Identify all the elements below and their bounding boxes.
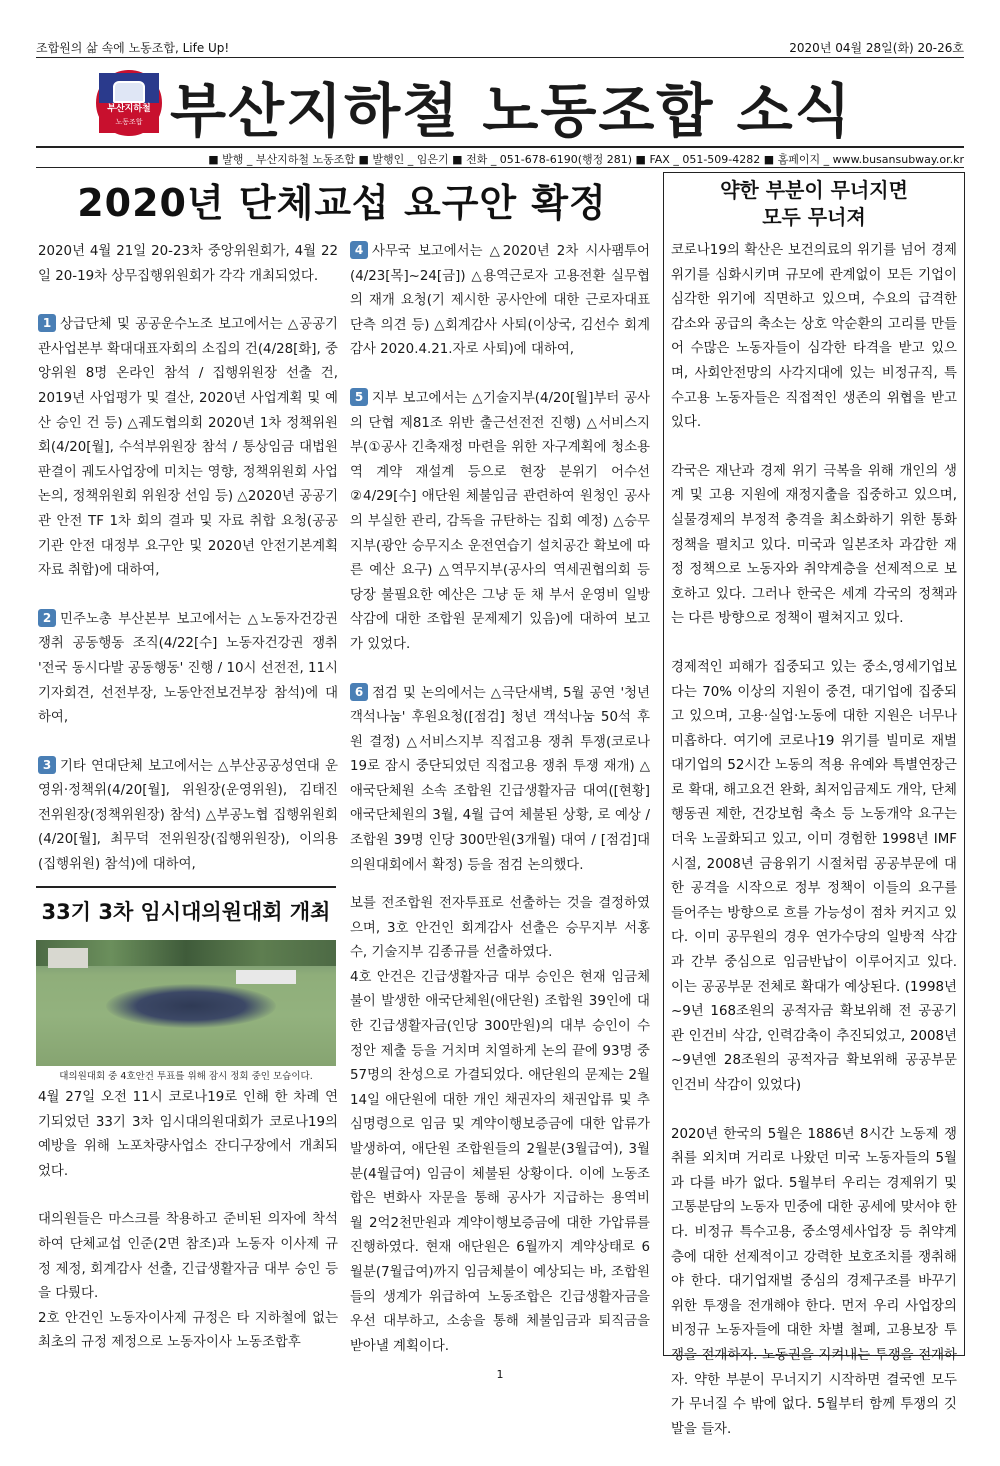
number-badge: 1 [38,314,56,332]
number-badge: 5 [350,388,368,406]
issue-date: 2020년 04월 28일(화) 20-26호 [789,41,964,55]
masthead [36,60,964,145]
sidebar-paragraph: 각국은 재난과 경제 위기 극복을 위해 개인의 생계 및 고용 지원에 재정지출을 집중하고 있으며, 실물경제의 부정적 충격을 최소화하기 위한 통화정책을 펼치고 있다. 미국과 일본조차 과감한 재정 정책으로 노동자와 취약계층을 선제적으로 보호하고 있다. 그러나 한국은 세계 각국의 정책과는 다른 방향으로 정책이 펼쳐지고 있다. [671,463,957,627]
section-divider [36,886,336,888]
union-logo-icon [96,70,162,136]
sub-article-right-column [350,892,650,1359]
sub-paragraph: 보를 전조합원 전자투표로 선출하는 것을 결정하였으며, 3호 안건인 회계감사 선출은 승무지부 서홍수, 기술지부 김종규를 선출하였다. [350,896,650,961]
sidebar-title-line: 약한 부분이 무너지면 [720,178,908,202]
item-text: 기타 연대단체 보고에서는 △부산공공성연대 운영위·정책위(4/20[월], 위원장(운영위원), 김태진 전위원장(정책위원장) 참석) △부공노협 집행위원회(4/20[월], 최무덕 전위원장(집행위원장), 이의용(집행위원) 참석)에 대하여, [38,758,338,873]
item-text: 점검 및 논의에서는 △극단새벽, 5월 공연 '청년객석나눔' 후원요청([점검] 청년 객석나눔 50석 후원 결정) △서비스지부 직접고용 쟁취 투쟁(코로나19로 잠시 중단되었던 직접고용 쟁취 투쟁 재개) △애국단체원 소속 조합원 긴급생활자금 대여([현황] 애국단체원의 3월, 4월 급여 체불된 상황, 로 예상 / 조합원 39명 인당 300만원(3개월) 대여 / [점검]대의원대회에서 확정) 등을 점검 논의했다. [350,685,650,873]
sub-article-headline: 33기 3차 임시대의원대회 개최 [41,900,331,924]
sub-paragraph: 4호 안건은 긴급생활자금 대부 승인은 현재 임금체불이 발생한 애국단체원(애단원) 조합원 39인에 대한 긴급생활자금(인당 300만원)의 대부 승인이 수정안 제출 등을 거치며 치열하게 논의 끝에 93명 중 57명의 찬성으로 가결되었다. 애단원의 문제는 2월 14일 애단원에 대한 개인 채권자의 채권압류 및 추심명령으로 임금 및 계약이행보증금에 대한 압류가 발생하여, 애단원 조합원들의 2월분(3월급여), 3월분(4월급여) 임금이 체불된 상황이다. 이에 노동조합은 변화사 자문을 통해 공사가 지급하는 용역비 월 2억2천만원과 계약이행보증금에 대한 가압류를 진행하였다. 현재 애단원은 6월까지 계약상태로 6월분(7월급여)까지 임금체불이 예상되는 바, 조합원들의 생계가 위급하여 노동조합은 긴급생활자금을 우선 대부하고, 소송을 통해 체불임금과 퇴직금을 받아낼 계획이다. [350,969,650,1354]
logo-sub: 노동조합 [115,118,143,126]
item-6 [350,682,650,879]
item-text: 지부 보고에서는 △기술지부(4/20[월]부터 공사의 단협 제81조 위반 출근선전전 진행) △서비스지부(①공사 긴축재정 마련을 위한 자구계획에 청소용역 계약 재설계 등으로 현장 분위기 어수선 ②4/29[수] 애단원 체불임금 관련하여 원청인 공사의 부실한 관리, 감독을 규탄하는 집회 예정) △승무지부(광안 승무지소 운전연습기 설치공간 확보에 따른 예산 요구) △역무지부(공사의 역세권협의회 등 당장 불필요한 예산은 그냥 둔 채 부서 운영비 일방 삭감에 대한 조합원 문제제기 있음)에 대하여 보고가 있었다. [350,390,650,652]
photo-caption: 대의원대회 중 4호안건 투표를 위해 잠시 정회 중인 모습이다. [59,1071,313,1082]
top-line [36,36,964,58]
page-number: 1 [496,1368,504,1381]
number-badge: 2 [38,609,56,627]
main-headline: 2020년 단체교섭 요구안 확정 [77,181,607,225]
sidebar-title [664,177,964,231]
sidebar-title-line: 모두 무너져 [762,205,866,229]
assembly-photo [36,940,336,1066]
sub-paragraph: 4월 27일 오전 11시 코로나19로 인해 한 차례 연기되었던 33기 3차 임시대의원대회가 코로나19의 예방을 위해 노포차량사업소 잔디구장에서 개최되었다. [38,1090,338,1179]
sidebar-paragraph: 2020년 한국의 5월은 1886년 8시간 노동제 쟁취를 외치며 거리로 나왔던 미국 노동자들의 5월과 다를 바가 없다. 5월부터 우리는 경제위기 및 고통분담의 노동자 민중에 대한 공세에 맞서야 한다. 비정규 특수고용, 중소영세사업장 등 취약계층에 대한 선제적이고 강력한 보호조치를 쟁취해야 한다. 대기업재벌 중심의 경제구조를 바꾸기 위한 투쟁을 전개해야 한다. 먼저 우리 사업장의 비정규 노동자들에 대한 차별 철폐, 고용보장 투쟁을 전개하자. 노동권을 지켜내는 투쟁을 전개하자. 약한 부분이 무너지기 시작하면 결국엔 모두가 무너질 수 밖에 없다. 5월부터 함께 투쟁의 깃발을 들자. [671,1126,957,1437]
item-2 [38,608,338,731]
editorial-sidebar [663,172,965,1437]
newsletter-title: 부산지하철 노동조합 소식 [170,77,853,145]
intro-paragraph: 2020년 4월 21일 20-23차 중앙위원회가, 4월 22일 20-19차 상무집행위원회가 각각 개최되었다. [38,244,338,284]
main-article-middle-column [350,240,650,878]
sub-paragraph: 2호 안건인 노동자이사제 규정은 타 지하철에 없는 최초의 규정 제정으로 노동자이사 노동조합후 [38,1310,338,1351]
item-text: 상급단체 및 공공운수노조 보고에서는 △공공기관사업본부 확대대표자회의 소집의 건(4/28[화], 중앙위원 8명 온라인 참석 / 집행위원장 선출 건, 2019년 사업평가 및 결산, 2020년 사업계획 및 예산 승인 건 등) △궤도협의회 2020년 1차 정책위원회(4/20[월], 수석부위원장 참석 / 통상임금 대법원 판결이 궤도사업장에 미치는 영향, 정책위원회 사업논의, 정책위원회 위원장 선임 등) △2020년 공공기관 안전 TF 1차 회의 결과 및 자료 취합 요청(공공기관 안전 대정부 요구안 및 2020년 안전기본계획 자료 취합)에 대하여, [38,317,338,579]
number-badge: 6 [350,683,368,701]
item-text: 민주노총 부산본부 보고에서는 △노동자건강권 쟁취 공동행동 조직(4/22[수] 노동자건강권 쟁취 '전국 동시다발 공동행동' 진행 / 10시 선전전, 11시 기자회견, 선전부장, 노동안전보건부장 참석)에 대하여, [38,611,338,726]
item-4 [350,240,650,363]
sub-paragraph: 대의원들은 마스크를 착용하고 준비된 의자에 착석하여 단체교섭 인준(2면 참조)과 노동자 이사제 규정 제정, 회계감사 선출, 긴급생활자금 대부 승인 등을 다뤘다. [38,1212,338,1302]
sub-article-left-column [38,1086,338,1356]
item-3 [38,755,338,878]
main-article-left-column [38,240,338,878]
item-5 [350,387,650,658]
photo-crowd [106,984,276,1028]
sidebar-paragraph: 코로나19의 확산은 보건의료의 위기를 넘어 경제위기를 심화시키며 규모에 관계없이 모든 기업이 심각한 위기에 직면하고 있으며, 수요의 급격한 감소와 공급의 축소는 상호 악순환의 고리를 만들어 수많은 노동자들이 심각한 타격을 받고 있으며, 사회안전망의 사각지대에 있는 비정규직, 특수고용 노동자들은 직접적인 생존의 위협을 받고 있다. [671,243,957,431]
slogan: 조합원의 삶 속에 노동조합, Life Up! [36,41,230,55]
photo-building [48,948,88,968]
item-text: 사무국 보고에서는 △2020년 2차 시사팸투어(4/23[목]~24[금]) △용역근로자 고용전환 실무협의 재개 요청(기 제시한 공사안에 대한 근로자대표단측 의견 등) △회계감사 사퇴(이상국, 김선수 회계감사 2020.4.21.자로 사퇴)에 대하여, [350,244,650,358]
sidebar-body [671,239,957,1466]
photo-tent [236,970,296,984]
publisher-info: ■ 발행 _ 부산지하철 노동조합 ■ 발행인 _ 임은기 ■ 전화 _ 051-678-6190(행정 281) ■ FAX _ 051-509-4282 ■ 홈페이지 _ www.busansubway.or.kr [36,146,964,168]
sidebar-paragraph: 경제적인 피해가 집중되고 있는 중소,영세기업보다는 70% 이상의 지원이 중견, 대기업에 집중되고 있으며, 고용·실업·노동에 대한 지원은 너무나 미흡하다. 여기에 코로나19 위기를 빌미로 재벌 대기업의 52시간 노동의 적용 유예와 특별연장근로 확대, 해고요건 완화, 최저임금제도 개악, 단체행동권 제한, 건강보험 축소 등 노동개악 요구는 더욱 노골화되고 있고, 이미 경험한 1998년 IMF 시절, 2008년 금융위기 시절처럼 공공부문에 대한 공격을 시작으로 정부 정책이 이들의 요구를 들어주는 방향으로 흐를 가능성이 점차 커지고 있다. 이미 공무원의 경우 연가수당의 일방적 삭감과 간부 중심으로 임금반납이 이루어지고 있다. 이는 공공부문 전체로 확대가 예상된다. (1998년~9년 168조원의 공적자금 확보위해 전 공공기관 인건비 삭감, 인력감축이 추진되었고, 2008년~9년엔 28조원의 공적자금 확보위해 공공부문 인건비 삭감이 있었다) [671,659,957,1093]
item-1 [38,313,338,584]
logo-text: 부산지하철 [107,104,151,114]
number-badge: 4 [350,241,368,259]
number-badge: 3 [38,756,56,774]
